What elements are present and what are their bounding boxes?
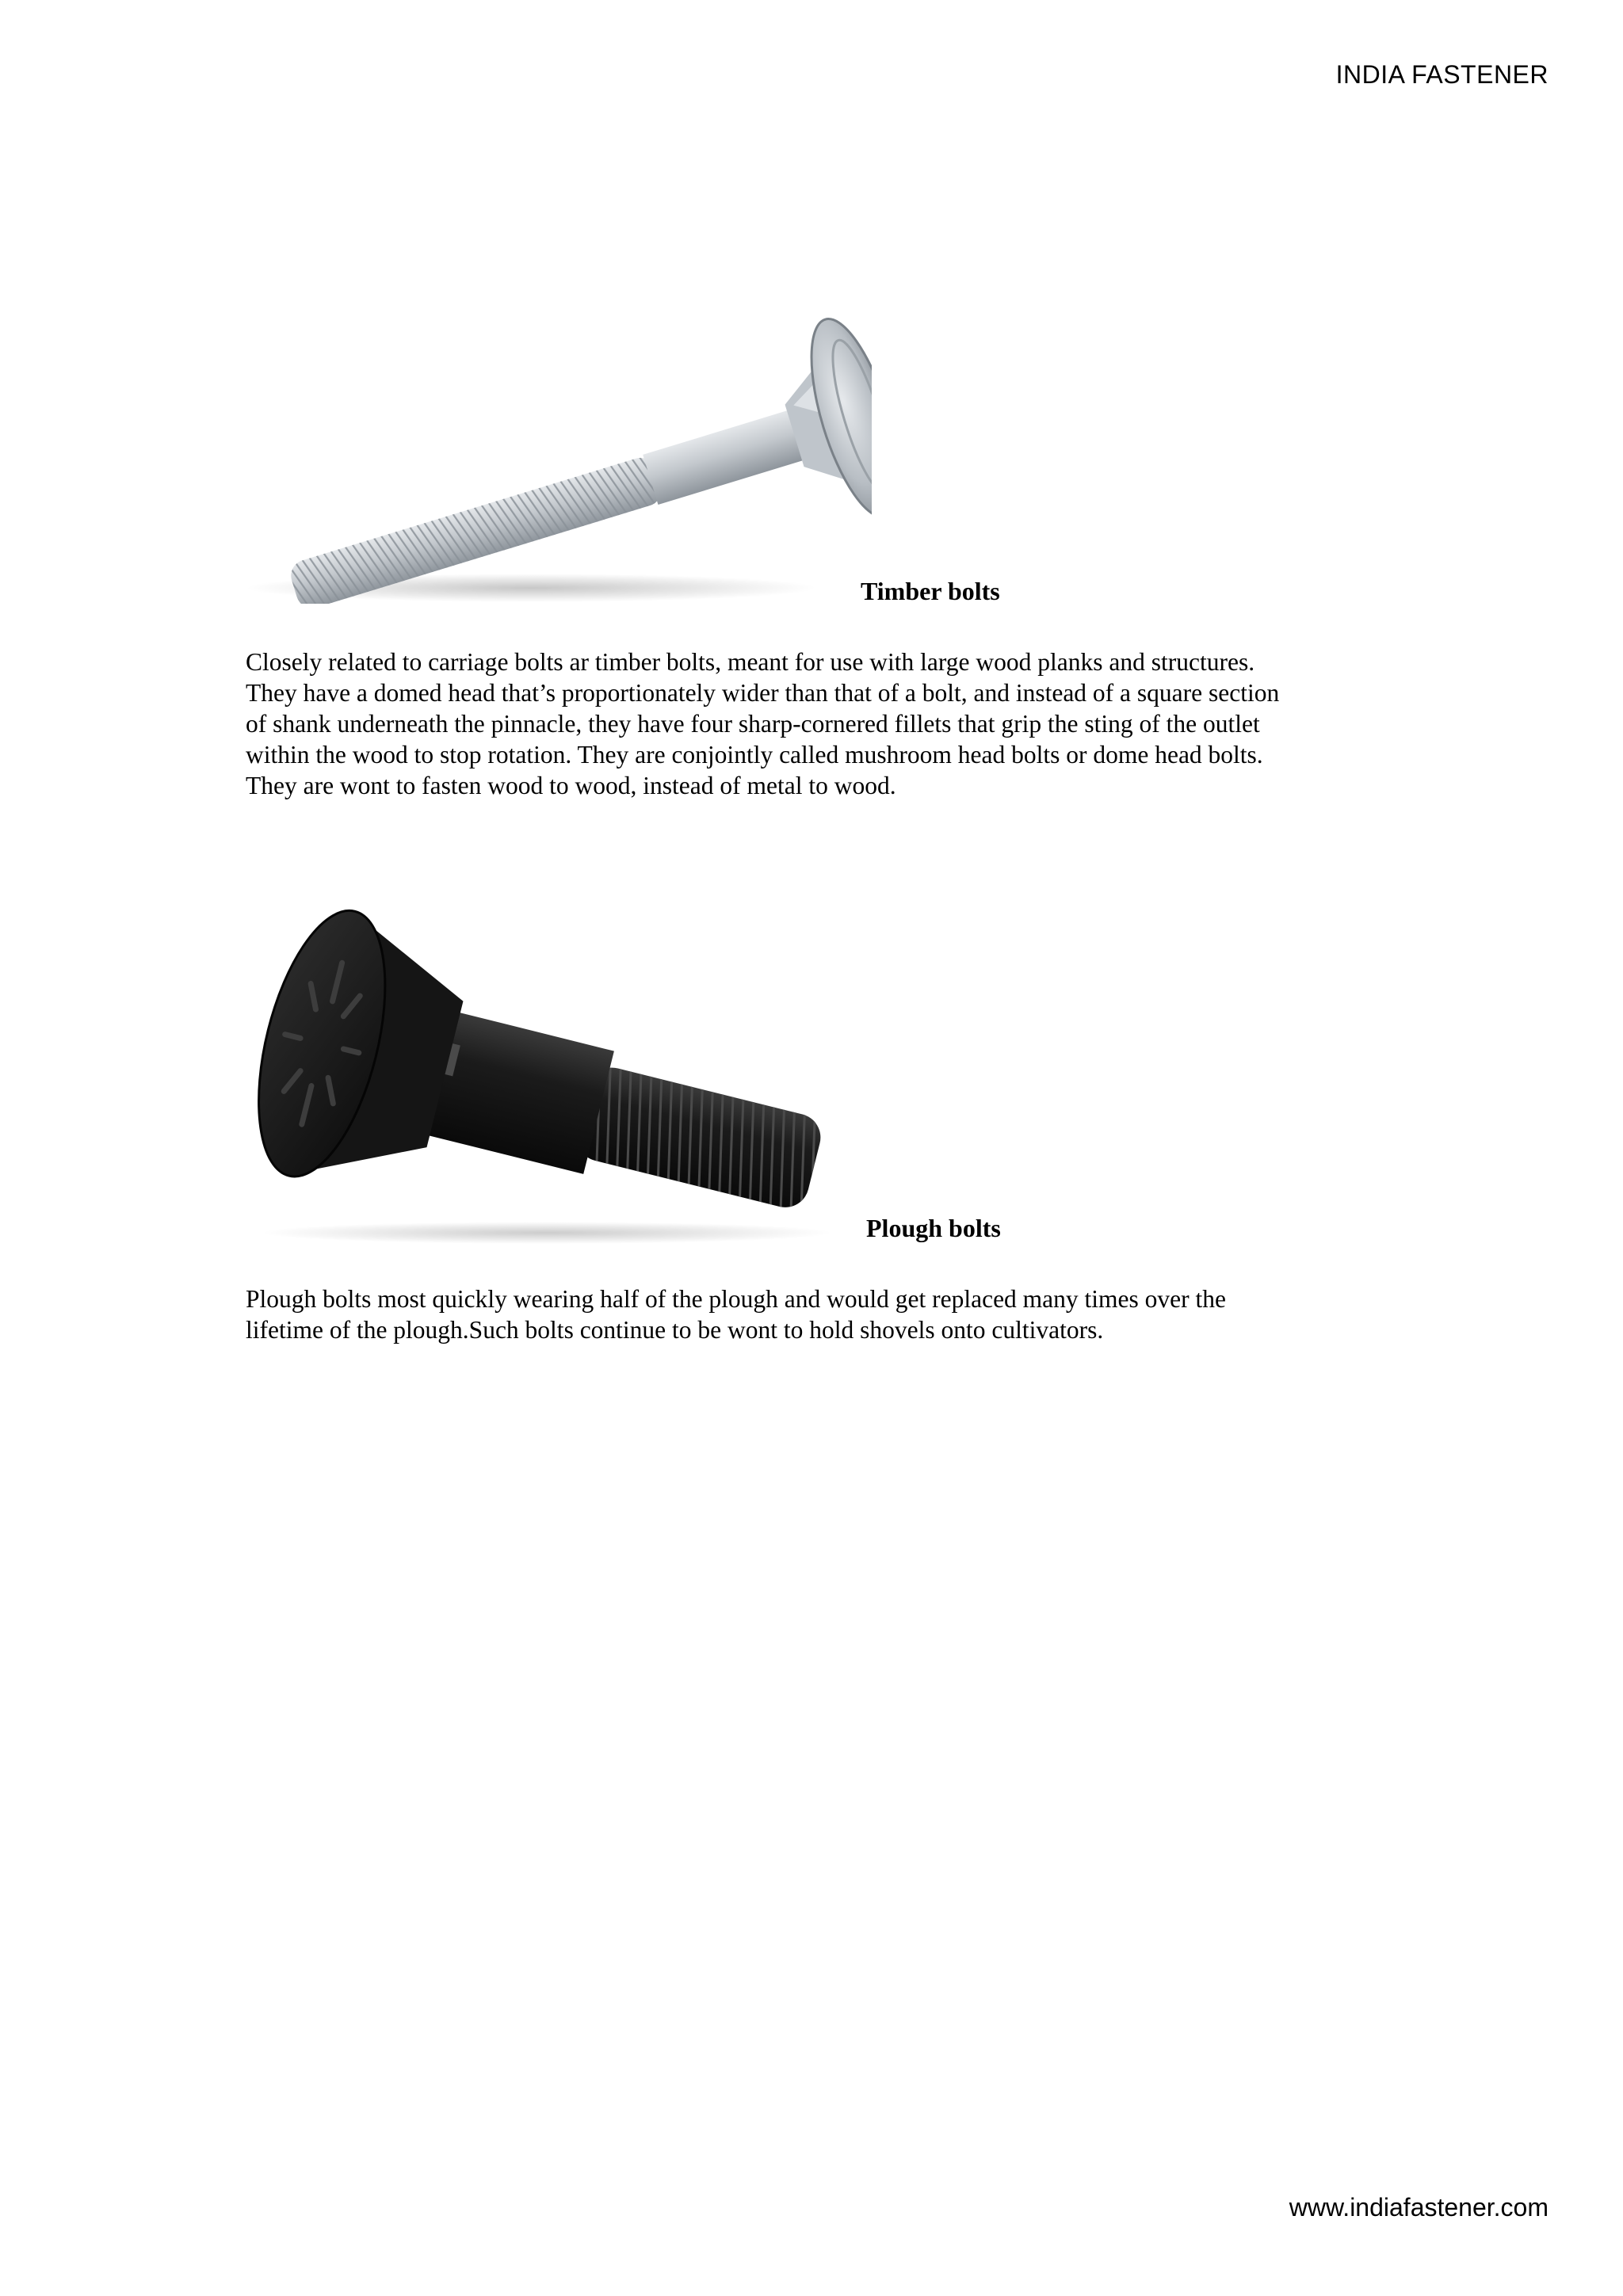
plough-bolts-paragraph <box>246 1283 1387 1345</box>
plough-bolt-image <box>246 902 856 1250</box>
plough-bolt-shadow <box>262 1222 832 1244</box>
paragraph-line: They are wont to fasten wood to wood, instead of metal to wood. <box>246 772 896 799</box>
timber-bolts-caption: Timber bolts <box>861 577 1000 605</box>
timber-bolt-shank <box>643 408 810 505</box>
header-brand: INDIA FASTENER <box>1335 60 1549 89</box>
paragraph-line: within the wood to stop rotation. They are conjointly called mushroom head bolts or dome head bolts. <box>246 741 1263 769</box>
paragraph-line: They have a domed head that’s proportionately wider than that of a bolt, and instead of a square section <box>246 679 1280 707</box>
paragraph-line: lifetime of the plough.Such bolts continue to be wont to hold shovels onto cultivators. <box>246 1316 1104 1344</box>
paragraph-line: Closely related to carriage bolts ar timber bolts, meant for use with large wood planks and structures. <box>246 648 1255 676</box>
paragraph-line: Plough bolts most quickly wearing half of the plough and would get replaced many times over the <box>246 1285 1226 1313</box>
plough-bolts-caption: Plough bolts <box>866 1214 1001 1242</box>
footer-url: www.indiafastener.com <box>1289 2193 1549 2222</box>
paragraph-line: of shank underneath the pinnacle, they have four sharp-cornered fillets that grip the sting of the outlet <box>246 710 1260 738</box>
timber-bolts-paragraph <box>246 646 1387 801</box>
timber-bolt-image <box>246 263 872 604</box>
